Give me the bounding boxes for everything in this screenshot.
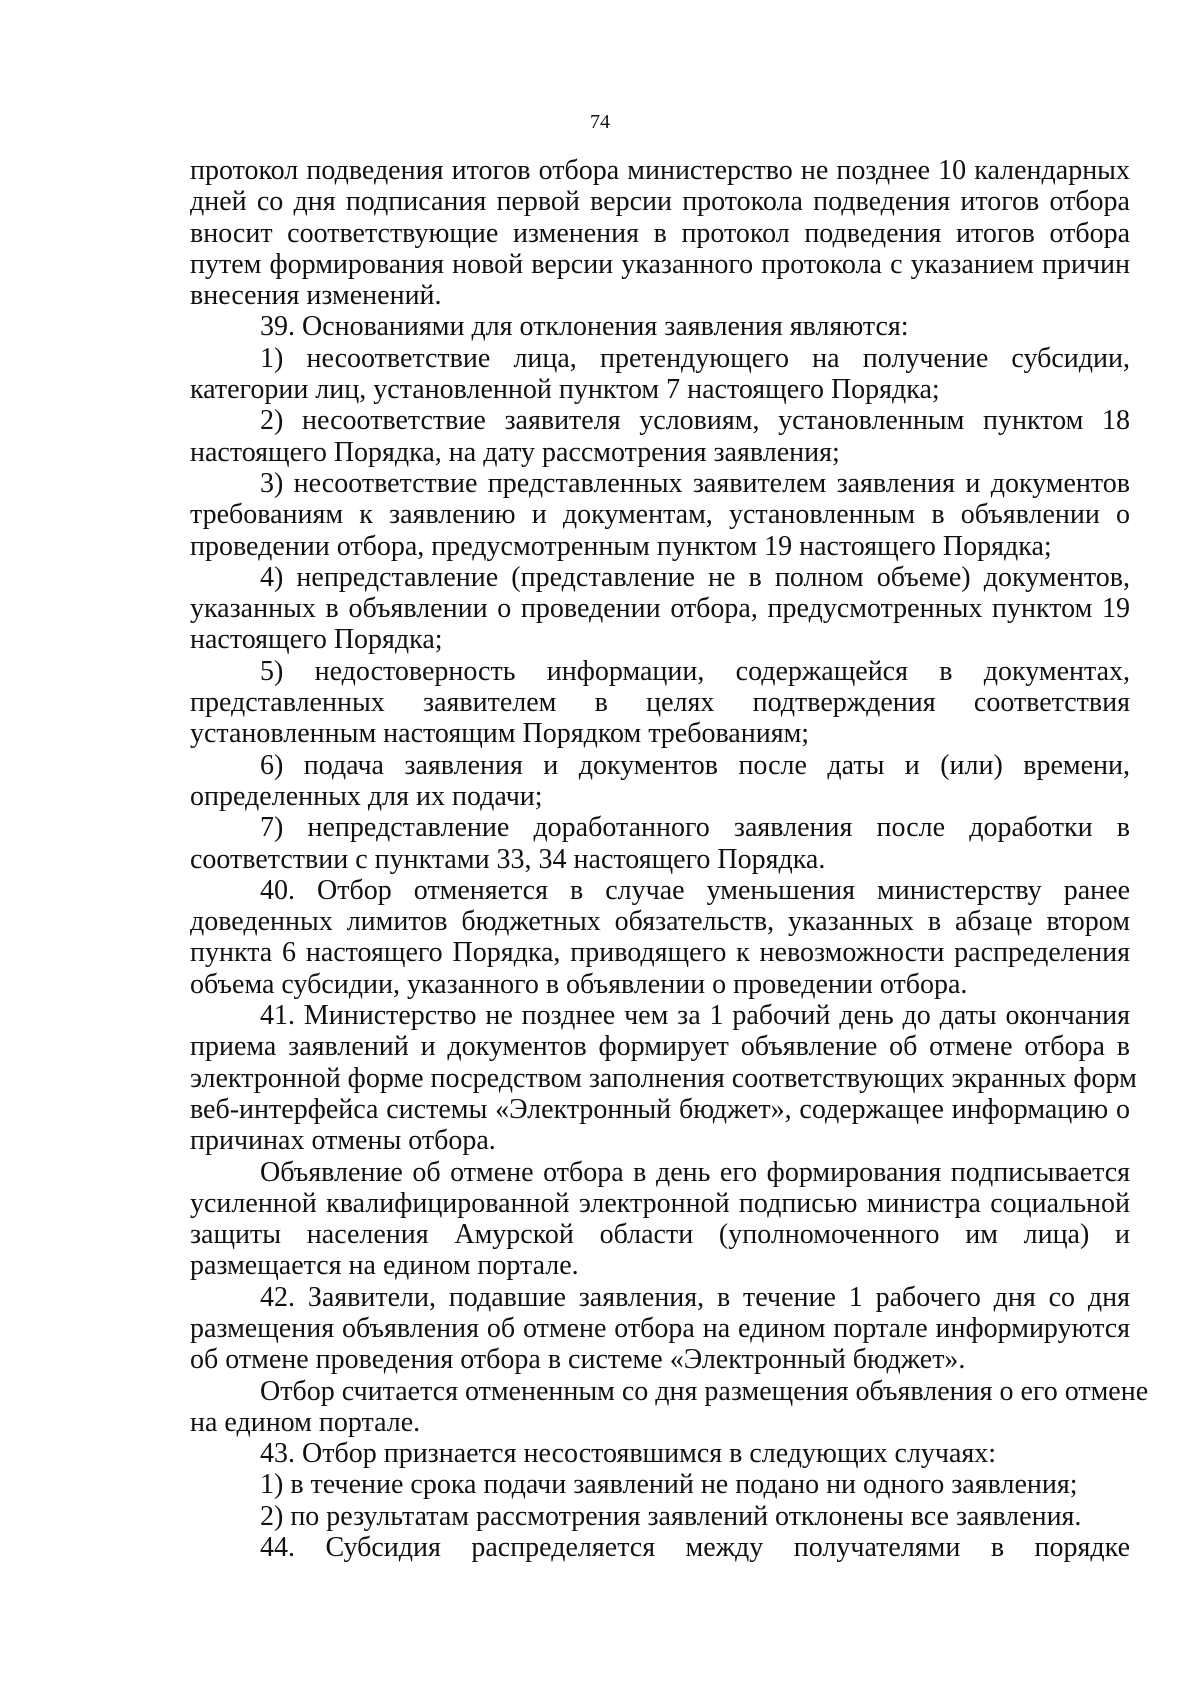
text-line: указанных в объявлении о проведении отбора, предусмотренных пунктом 19	[190, 593, 1130, 625]
text-line: 7) непредставление доработанного заявления после доработки в	[260, 812, 1130, 844]
document-body	[190, 155, 1149, 1564]
text-line: защиты населения Амурской области (уполномоченного им лица) и	[190, 1219, 1130, 1251]
text-line: причинах отмены отбора.	[190, 1125, 496, 1157]
text-line: 40. Отбор отменяется в случае уменьшения министерству ранее	[260, 874, 1130, 906]
text-line: путем формирования новой версии указанного протокола с указанием причин	[190, 248, 1130, 280]
text-line: 43. Отбор признается несостоявшимся в следующих случаях:	[260, 1438, 997, 1470]
text-line: представленных заявителем в целях подтверждения соответствия	[190, 687, 1130, 719]
text-line: 5) недостоверность информации, содержащейся в документах,	[260, 655, 1130, 687]
text-line: 41. Министерство не позднее чем за 1 рабочий день до даты окончания	[260, 1000, 1130, 1032]
text-line: размещения объявления об отмене отбора на едином портале информируются	[190, 1312, 1130, 1344]
text-line: настоящего Порядка;	[190, 624, 443, 656]
text-line: электронной форме посредством заполнения соответствующих экранных форм	[190, 1062, 1137, 1094]
text-line: усиленной квалифицированной электронной подписью министра социальной	[190, 1187, 1130, 1219]
text-line: установленным настоящим Порядком требованиям;	[190, 718, 810, 750]
text-line: об отмене проведения отбора в системе «Электронный бюджет».	[190, 1344, 966, 1376]
text-line: размещается на едином портале.	[190, 1250, 579, 1282]
text-line: доведенных лимитов бюджетных обязательств, указанных в абзаце втором	[190, 906, 1130, 938]
text-line: 1) в течение срока подачи заявлений не подано ни одного заявления;	[260, 1469, 1078, 1501]
text-line: вносит соответствующие изменения в протокол подведения итогов отбора	[190, 217, 1130, 249]
text-line: требованиям к заявлению и документам, установленным в объявлении о	[190, 499, 1130, 531]
text-line: 39. Основаниями для отклонения заявления являются:	[260, 311, 909, 343]
text-line: 2) по результатам рассмотрения заявлений отклонены все заявления.	[260, 1500, 1082, 1532]
text-line: 1) несоответствие лица, претендующего на получение субсидии,	[260, 342, 1130, 374]
text-line: проведении отбора, предусмотренным пунктом 19 настоящего Порядка;	[190, 530, 1052, 562]
text-line: протокол подведения итогов отбора министерство не позднее 10 календарных	[190, 155, 1130, 186]
text-line: 4) непредставление (представление не в полном объеме) документов,	[260, 561, 1130, 593]
text-line: внесения изменений.	[190, 280, 442, 312]
text-line: 3) несоответствие представленных заявителем заявления и документов	[260, 467, 1130, 499]
text-line: 2) несоответствие заявителя условиям, установленным пунктом 18	[260, 405, 1130, 437]
text-line: соответствии с пунктами 33, 34 настоящего Порядка.	[190, 843, 826, 875]
text-line: приема заявлений и документов формирует объявление об отмене отбора в	[190, 1031, 1130, 1063]
text-line: 6) подача заявления и документов после даты и (или) времени,	[260, 749, 1130, 781]
text-line: на едином портале.	[190, 1406, 421, 1438]
text-line: 42. Заявители, подавшие заявления, в течение 1 рабочего дня со дня	[260, 1281, 1130, 1313]
text-line: объема субсидии, указанного в объявлении о проведении отбора.	[190, 968, 968, 1000]
text-line: определенных для их подачи;	[190, 780, 543, 812]
text-line: настоящего Порядка, на дату рассмотрения заявления;	[190, 436, 840, 468]
text-line: Отбор считается отмененным со дня размещения объявления о его отмене	[260, 1375, 1149, 1407]
text-line: категории лиц, установленной пунктом 7 настоящего Порядка;	[190, 374, 940, 406]
text-line: дней со дня подписания первой версии протокола подведения итогов отбора	[190, 186, 1130, 218]
text-line: 44. Субсидия распределяется между получателями в порядке	[260, 1532, 1130, 1564]
page-number: 74	[590, 111, 610, 133]
text-line: Объявление об отмене отбора в день его формирования подписывается	[260, 1156, 1130, 1188]
text-line: веб-интерфейса системы «Электронный бюджет», содержащее информацию о	[190, 1093, 1130, 1125]
text-line: пункта 6 настоящего Порядка, приводящего к невозможности распределения	[190, 937, 1130, 969]
